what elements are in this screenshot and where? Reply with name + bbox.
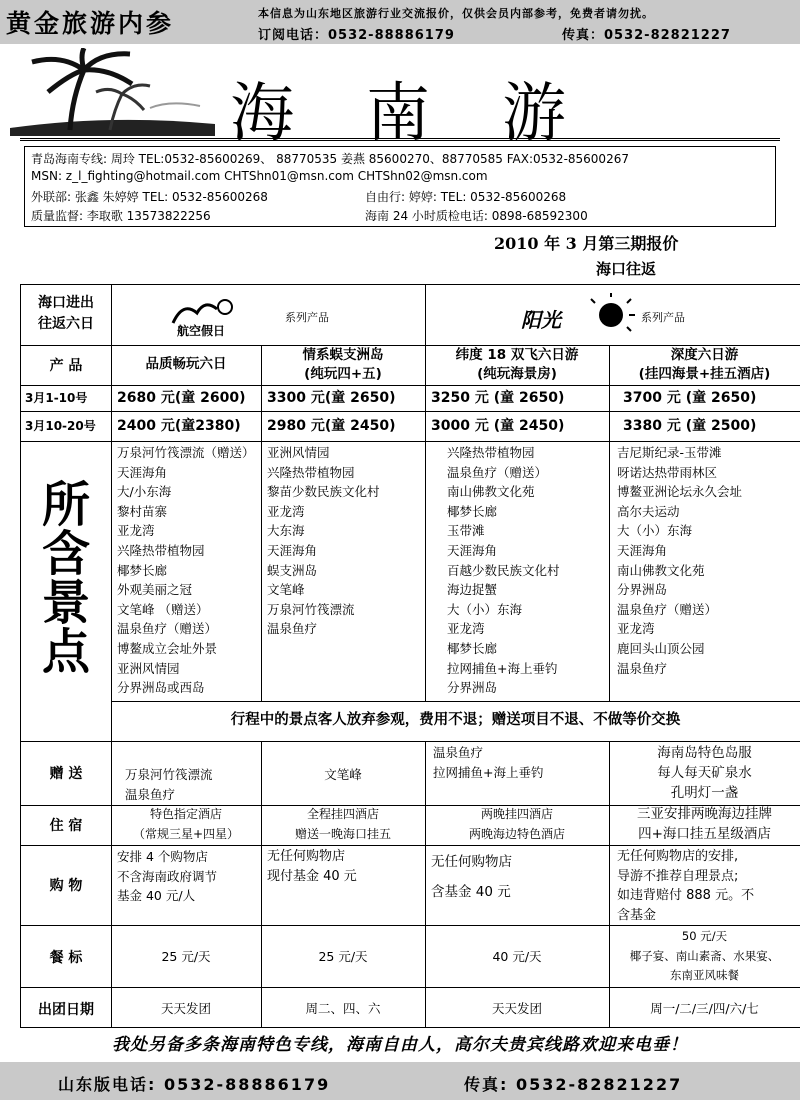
- list-item: 两晚海边特色酒店: [468, 826, 565, 841]
- price-table: [20, 284, 800, 1028]
- hotels-4: [609, 805, 800, 844]
- price-2-2: 2980 元(童 2450): [267, 418, 396, 434]
- list-item: 全程挂四酒店: [306, 807, 379, 821]
- meals-2: [261, 947, 425, 967]
- corner-label: [21, 293, 111, 335]
- meals-4: [609, 927, 800, 986]
- list-item: 温泉鱼疗（赠送）: [117, 621, 218, 637]
- member-notice: 本信息为山东地区旅游行业交流报价，仅供会员内部参考，免费者请勿扰。: [258, 7, 654, 20]
- header-fax: 传真：0532-82821227: [562, 28, 731, 43]
- list-item: 含基金: [617, 907, 657, 923]
- list-item: 赠送一晚海口挂五: [294, 826, 391, 841]
- logo-left-text: 航空假日: [177, 324, 226, 337]
- list-item: 无任何购物店: [267, 849, 346, 864]
- list-item: 呀诺达热带雨林区: [617, 464, 718, 480]
- list-item: 海南岛特色岛服: [657, 745, 752, 761]
- list-item: 孔明灯一盏: [670, 785, 739, 801]
- spots-list-2: [267, 443, 380, 639]
- issue-date: 2010 年 3 月第三期报价: [494, 234, 679, 253]
- list-item: 高尔夫运动: [617, 503, 680, 519]
- list-item: 博鳌成立会址外景: [117, 640, 218, 656]
- list-item: 鹿回头山顶公园: [617, 640, 705, 656]
- list-item: 温泉鱼疗: [617, 660, 668, 676]
- list-item: 蜈支洲岛: [267, 562, 318, 578]
- spots-row-label: [21, 477, 111, 680]
- contact-line-freetravel: 自由行: 婷婷: TEL: 0532-85600268: [365, 190, 567, 204]
- price-1-4: 3700 元 (童 2650): [623, 390, 757, 406]
- list-item: 南山佛教文化苑: [447, 484, 535, 500]
- meals-1: [111, 947, 261, 967]
- list-item: 温泉鱼疗: [267, 621, 318, 637]
- contact-box: [24, 146, 776, 227]
- product-row-label: 产 品: [49, 358, 83, 374]
- series-label-right: 系列产品: [641, 311, 685, 324]
- list-item: 两晚挂四酒店: [480, 807, 553, 821]
- depart-2: 周二、四、六: [305, 1001, 381, 1016]
- list-item: 亚龙湾: [267, 503, 305, 519]
- depart-4: 周一/二/三/四/六/七: [650, 1001, 759, 1016]
- list-item: 椰子宴、南山素斋、水果宴、: [629, 948, 780, 963]
- gifts-1: [125, 765, 213, 804]
- contact-line-hotline: 青岛海南专线: 周玲 TEL:0532-85600269、 88770535 姜燕 85600270、88770585 FAX:0532-85600267: [31, 152, 629, 166]
- list-item: 特色指定酒店: [149, 807, 222, 821]
- palm-tree-illustration: [10, 48, 220, 136]
- spots-list-4: [617, 443, 742, 678]
- list-item: 玉带滩: [447, 523, 485, 539]
- list-item: 椰梦长廊: [117, 562, 168, 578]
- list-item: 大东海: [267, 523, 305, 539]
- corner-line-2: 往返六日: [38, 316, 94, 332]
- list-item: 安排 4 个购物店: [117, 849, 208, 864]
- list-item: 每人每天矿泉水: [657, 765, 752, 781]
- list-item: 东南亚风味餐: [670, 968, 739, 983]
- list-item: 博鳌亚洲论坛永久会址: [617, 484, 743, 500]
- gifts-4: [609, 743, 800, 803]
- contact-line-quality: 质量监督: 李取歌 13573822256: [31, 209, 211, 223]
- spots-label-char-1: 所: [41, 477, 90, 533]
- list-item: 40 元/天: [492, 949, 542, 964]
- list-item: 拉网捕鱼+海上垂钓: [433, 764, 544, 780]
- list-item: 大/小东海: [117, 484, 172, 500]
- product-name-4: 深度六日游 (挂四海景+挂五酒店): [638, 347, 771, 382]
- list-item: 如违背赔付 888 元。不: [617, 888, 755, 904]
- footer-fax: 传真: 0532-82821227: [464, 1075, 683, 1094]
- list-item: 南山佛教文化苑: [617, 562, 705, 578]
- list-item: 兴隆热带植物园: [267, 464, 355, 480]
- shops-1: [117, 847, 217, 906]
- list-item: 亚龙湾: [447, 621, 485, 637]
- contact-line-outreach: 外联部: 张鑫 朱婷婷 TEL: 0532-85600268: [31, 190, 268, 204]
- hotels-3: [425, 805, 609, 844]
- list-item: 天涯海角: [617, 542, 668, 558]
- product-name-2: 情系蜈支洲岛 (纯玩四+五): [302, 347, 384, 382]
- list-item: 黎村苗寨: [117, 503, 168, 519]
- list-item: 不含海南政府调节: [117, 868, 218, 884]
- product-name-1: 品质畅玩六日: [145, 356, 227, 372]
- list-item: 天涯海角: [447, 542, 498, 558]
- list-item: 25 元/天: [161, 949, 211, 964]
- list-item: 椰梦长廊: [447, 503, 498, 519]
- list-item: 50 元/天: [681, 929, 728, 943]
- list-item: 兴隆热带植物园: [447, 445, 535, 460]
- depart-row-label: 出团日期: [38, 1002, 94, 1018]
- contact-line-hotline24: 海南 24 小时质检电话: 0898-68592300: [365, 209, 588, 223]
- series-label-left: 系列产品: [285, 311, 329, 324]
- list-item: 文笔峰: [267, 582, 305, 598]
- depart-3: 天天发团: [491, 1001, 542, 1016]
- list-item: 分界洲岛或西岛: [117, 680, 205, 696]
- hotel-row-label: 住 宿: [49, 818, 83, 834]
- list-item: 分界洲岛: [447, 680, 498, 696]
- spots-label-char-3: 景: [41, 575, 90, 631]
- sunshine-logo: [517, 293, 635, 337]
- shop-row-label: 购 物: [49, 878, 83, 894]
- spots-label-char-4: 点: [41, 624, 90, 680]
- product-name-3: 纬度 18 双飞六日游 (纯玩海景房): [455, 347, 579, 382]
- title-rule: [20, 138, 780, 141]
- list-item: 亚洲风情园: [117, 660, 180, 676]
- footer-phone: 山东版电话: 0532-88886179: [58, 1075, 331, 1094]
- route-title: 海口往返: [596, 260, 657, 278]
- price-1-1: 2680 元(童 2600): [117, 390, 246, 406]
- list-item: 现付基金 40 元: [267, 868, 357, 884]
- list-item: 25 元/天: [318, 949, 368, 964]
- list-item: 分界洲岛: [617, 582, 668, 598]
- gift-row-label: 赠 送: [49, 766, 83, 782]
- hotels-1: [111, 805, 261, 844]
- spots-note: 行程中的景点客人放弃参观，费用不退；赠送项目不退、不做等价交换: [230, 712, 681, 728]
- list-item: 兴隆热带植物园: [117, 542, 205, 558]
- list-item: 含基金 40 元: [431, 884, 511, 900]
- spots-label-char-2: 含: [41, 526, 90, 582]
- list-item: 温泉鱼疗（赠送）: [617, 601, 718, 617]
- list-item: 海边捉蟹: [447, 582, 498, 598]
- shops-4: [617, 847, 754, 925]
- meals-3: [425, 947, 609, 967]
- gifts-3: [433, 743, 543, 782]
- list-item: 四+海口挂五星级酒店: [638, 825, 771, 842]
- list-item: 无任何购物店: [431, 854, 512, 870]
- list-item: 大（小）东海: [447, 601, 523, 617]
- list-item: 万泉河竹筏漂流: [125, 767, 213, 782]
- brand-title: 黄金旅游内参: [6, 9, 175, 38]
- page-title: 海南游: [230, 77, 638, 151]
- list-item: 椰梦长廊: [447, 640, 498, 656]
- list-item: 无任何购物店的安排,: [617, 849, 739, 864]
- list-item: 三亚安排两晚海边挂牌: [637, 806, 772, 822]
- corner-line-1: 海口进出: [38, 295, 94, 311]
- list-item: 温泉鱼疗: [433, 745, 484, 760]
- shops-2: [267, 847, 357, 886]
- subscribe-phone: 订阅电话：0532-88886179: [258, 28, 455, 43]
- price-2-3: 3000 元 (童 2450): [431, 418, 565, 434]
- list-item: 天涯海角: [117, 464, 168, 480]
- price-2-4: 3380 元 (童 2500): [623, 418, 757, 434]
- list-item: 温泉鱼疗: [125, 786, 176, 802]
- list-item: 文笔峰: [324, 767, 362, 782]
- list-item: 文笔峰 （赠送）: [117, 601, 209, 617]
- spots-list-1: [117, 443, 255, 698]
- list-item: 亚洲风情园: [267, 445, 330, 460]
- logo-right-text: 阳光: [521, 308, 561, 332]
- list-item: 大（小）东海: [617, 523, 693, 539]
- price-1-3: 3250 元 (童 2650): [431, 390, 565, 406]
- price-2-1: 2400 元(童2380): [117, 418, 241, 434]
- list-item: 万泉河竹筏漂流（赠送）: [117, 445, 255, 460]
- list-item: 吉尼斯纪录-玉带滩: [617, 445, 722, 460]
- depart-1: 天天发团: [160, 1001, 211, 1016]
- price-row-label-2: 3月10-20号: [25, 419, 96, 433]
- list-item: 百越少数民族文化村: [447, 562, 560, 578]
- bottom-banner: 我处另备多条海南特色专线，海南自由人，高尔夫贵宾线路欢迎来电垂！: [112, 1035, 688, 1055]
- list-item: 外观美丽之冠: [117, 582, 193, 598]
- shops-3: [431, 847, 512, 907]
- spots-list-3: [447, 443, 560, 698]
- list-item: 温泉鱼疗（赠送）: [447, 464, 548, 480]
- hotels-2: [261, 805, 425, 844]
- list-item: （常规三星+四星）: [132, 826, 240, 841]
- price-row-label-1: 3月1-10号: [25, 391, 88, 405]
- list-item: 导游不推荐自理景点;: [617, 868, 739, 884]
- gifts-2: [261, 765, 425, 785]
- contact-line-msn: MSN: z_l_fighting@hotmail.com CHTShn01@msn.com CHTShn02@msn.com: [31, 169, 488, 183]
- list-item: 万泉河竹筏漂流: [267, 601, 355, 617]
- list-item: 拉网捕鱼+海上垂钓: [447, 660, 558, 676]
- price-1-2: 3300 元(童 2650): [267, 390, 396, 406]
- list-item: 基金 40 元/人: [117, 888, 196, 904]
- meal-row-label: 餐 标: [49, 950, 83, 966]
- list-item: 亚龙湾: [617, 621, 655, 637]
- aviation-holiday-logo: [167, 293, 247, 337]
- list-item: 亚龙湾: [117, 523, 155, 539]
- list-item: 天涯海角: [267, 542, 318, 558]
- list-item: 黎苗少数民族文化村: [267, 484, 380, 500]
